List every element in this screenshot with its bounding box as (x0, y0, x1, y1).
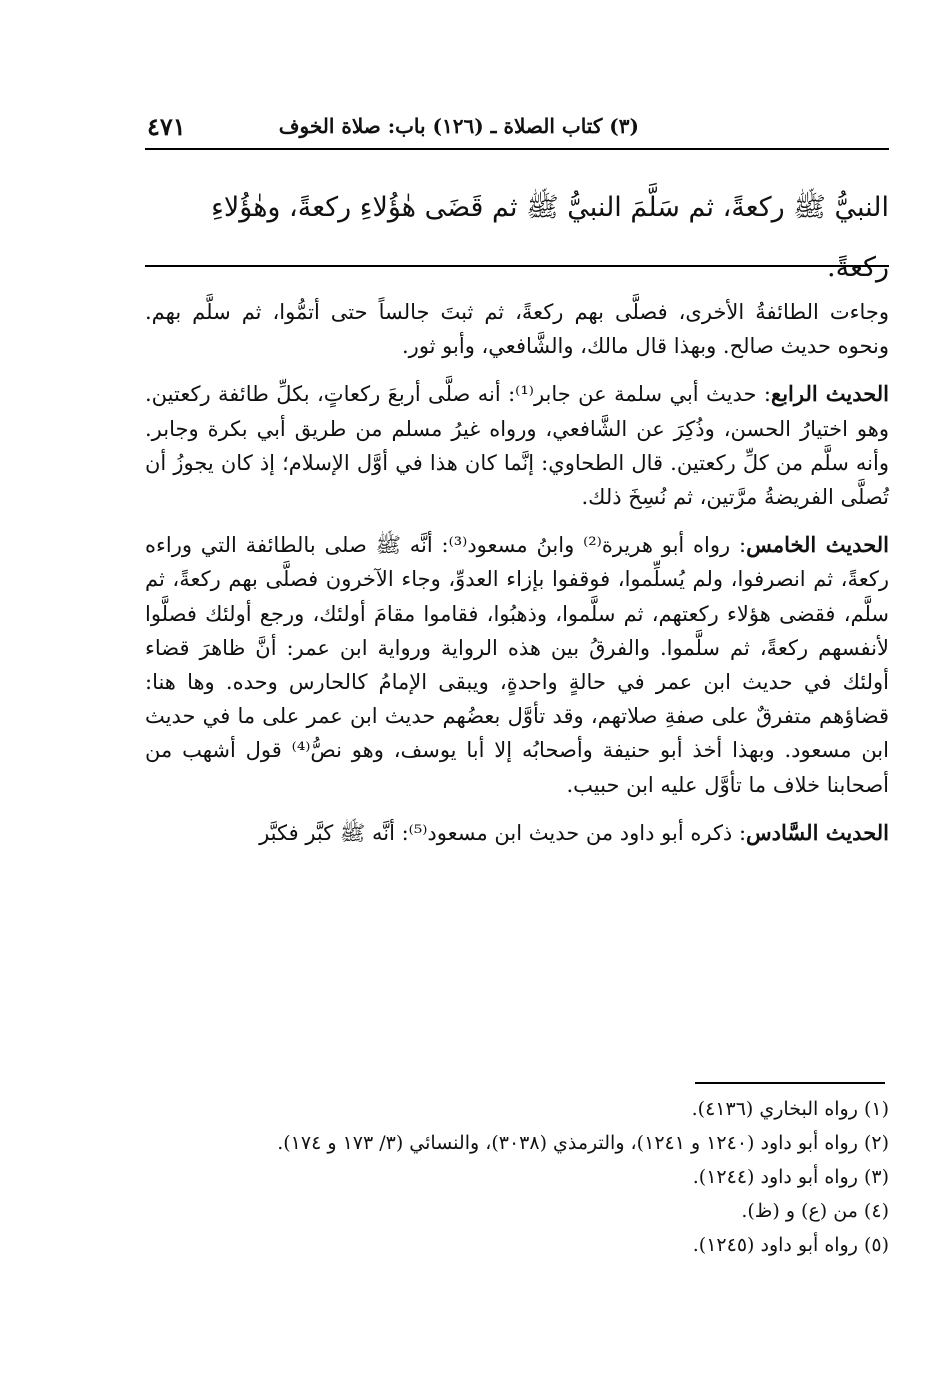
paragraph (145, 295, 889, 363)
paragraph (145, 377, 889, 514)
footnote-rule (695, 1082, 885, 1084)
paragraph-text: : حديث أبي سلمة عن جابر⁽¹⁾: أنه صلَّى أربعَ ركعاتٍ، بكلِّ طائفة ركعتين. وهو اختيارُ الحسن، وذُكِرَ عن الشَّافعي، ورواه غيرُ مسلم من طريق أبي بكرة وجابر. وأنه سلَّم من كلِّ ركعتين. قال الطحاوي: إنَّما كان هذا في أوَّل الإسلام؛ إذ كان يجوزُ أن تُصلَّى الفريضةُ مرَّتين، ثم نُسِخَ ذلك. (145, 382, 889, 510)
footnote: (١) رواه البخاري (٤١٣٦). (691, 1098, 889, 1120)
footnote: (٤) من (ع) و (ظ). (741, 1200, 889, 1222)
paragraph-text: : ذكره أبو داود من حديث ابن مسعود⁽⁵⁾: أنَّه ﷺ كبَّر فكبَّر (259, 820, 747, 845)
paragraph-text: وجاءت الطائفةُ الأخرى، فصلَّى بهم ركعةً، ثم ثبتَ جالساً حتى أتمُّوا، ثم سلَّم بهم. ونحوه حديث صالح. وبهذا قال مالك، والشَّافعي، وأبو ثور. (145, 300, 889, 359)
paragraph-text: : رواه أبو هريرة⁽²⁾ وابنُ مسعود⁽³⁾: أنَّه ﷺ صلى بالطائفة التي وراءه ركعةً، ثم انصرفوا، ولم يُسلِّموا، فوقفوا بإزاء العدوِّ، وجاء الآخرون فصلَّى بهم ركعةً، ثم سلَّم، فقضى هؤلاء ركعتهم، ثم سلَّموا، وذهبُوا، فقاموا مقامَ أولئك، ورجع أولئك فصلَّوا لأنفسهم ركعةً، ثم سلَّموا. والفرقُ بين هذه الرواية ورواية ابن عمر: أنَّ ظاهرَ قضاء أولئك في حديث ابن عمر في حالةٍ واحدةٍ، ويبقى الإمامُ كالحارس وحده. وها هنا: قضاؤهم متفرقٌ على صفةِ صلاتهم، وقد تأوَّل بعضُهم حديث ابن عمر على ما في حديث ابن مسعود. وبهذا أخذ أبو حنيفة وأصحابُه إلا أبا يوسف، وهو نصُّ⁽⁴⁾ قول أشهب من أصحابنا خلاف ما تأوَّل عليه ابن حبيب. (145, 533, 889, 797)
header-title: (٣) كتاب الصلاة ـ (١٢٦) باب: صلاة الخوف (278, 114, 639, 138)
paragraph (145, 816, 889, 850)
footnotes (145, 1092, 889, 1262)
footnote: (٥) رواه أبو داود (١٢٤٥). (692, 1234, 889, 1256)
paragraph-heading: الحديث السَّادس (746, 819, 889, 845)
running-header (145, 112, 889, 150)
matn-separator (145, 265, 889, 267)
paragraph-heading: الحديث الخامس (746, 532, 889, 558)
footnote: (٣) رواه أبو داود (١٢٤٤). (692, 1166, 889, 1188)
paragraph-heading: الحديث الرابع (771, 381, 890, 407)
footnote: (٢) رواه أبو داود (١٢٤٠ و ١٢٤١)، والترمذي (٣٠٣٨)، والنسائي (٣/ ١٧٣ و ١٧٤). (277, 1132, 889, 1154)
page-number: ٤٧١ (147, 112, 186, 141)
commentary-body (145, 295, 889, 864)
paragraph (145, 528, 889, 802)
matn-text: النبيُّ ﷺ ركعةً، ثم سَلَّمَ النبيُّ ﷺ ثم قَضَى هٰؤُلاءِ ركعةً، وهٰؤُلاءِ ركعةً. (211, 192, 889, 283)
